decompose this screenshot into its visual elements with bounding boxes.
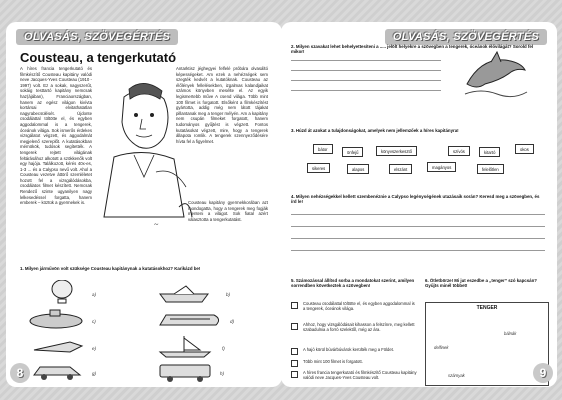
- order-checkbox[interactable]: [291, 371, 298, 378]
- trait-chip[interactable]: könyvszerkesztő: [376, 146, 417, 156]
- trait-chip[interactable]: sikeres: [307, 163, 330, 173]
- sailing-ship-icon[interactable]: [154, 334, 218, 358]
- left-section-banner: OLVASÁS, SZÖVEGÉRTÉS: [16, 29, 178, 45]
- answer-line[interactable]: [291, 80, 441, 81]
- brainstorm-word: bálnák: [504, 331, 517, 336]
- brainstorm-word: szárnyak: [448, 373, 465, 378]
- question-2: 2. Milyen szavakat lehet behelyettesíteni a ..... jelölt helyekre a szövegben a tengerek, óceánok élővilágát? Sorold fel mikor!: [291, 44, 534, 55]
- article-title: Cousteau, a tengerkutató: [20, 50, 177, 65]
- brainstorm-box[interactable]: [425, 302, 549, 386]
- vehicle-letter: c): [92, 319, 96, 324]
- answer-line[interactable]: [291, 226, 545, 227]
- trait-chip[interactable]: elszánt: [389, 164, 412, 174]
- vehicle-letter: g): [92, 371, 97, 376]
- question-1: 1. Milyen járművön volt szüksége Cousteau kapitánynak a kutatásokhoz? Karikázd be!: [20, 266, 201, 271]
- statement: A híres francia tengerkutató és filmkészítő Cousteau kapitány valódi neve Jacques-Yves Cousteau volt.: [303, 370, 417, 381]
- trait-chip[interactable]: szívós: [448, 146, 470, 156]
- vehicle-letter: a): [92, 292, 97, 297]
- answer-line[interactable]: [291, 250, 545, 251]
- answer-line[interactable]: [291, 214, 545, 215]
- trait-chip[interactable]: kitartó: [479, 147, 500, 157]
- dolphin-icon: [461, 50, 531, 100]
- question-3: 3. Húzd át azokat a tulajdonságokat, amelyek nem jellemzőek a híres kapitányra!: [291, 128, 459, 133]
- page-number-left: 8: [10, 363, 30, 383]
- vehicle-letter: e): [92, 346, 97, 351]
- train-icon[interactable]: [156, 307, 226, 331]
- brainstorm-title: TENGER: [476, 305, 498, 311]
- trait-chip[interactable]: alapos: [347, 164, 369, 174]
- cousteau-portrait-illustration: [94, 77, 194, 237]
- submarine-icon[interactable]: [26, 307, 88, 331]
- hot-air-balloon-icon[interactable]: [36, 280, 88, 304]
- question-4: 4. Milyen nehézségekkel kellett szembenéznie a Calypso legénységének utazásaik során? Keresd meg a szövegben, és írd le!: [291, 194, 540, 205]
- trait-chip[interactable]: okos: [515, 144, 534, 154]
- answer-line[interactable]: [291, 238, 545, 239]
- order-checkbox[interactable]: [291, 360, 298, 367]
- trait-chip[interactable]: önfejű: [342, 147, 363, 157]
- statement: Több mint 100 filmet is forgatott.: [303, 359, 363, 364]
- statement: A hajó körül búvárbúvárok kerülték meg a Földet.: [303, 347, 395, 352]
- answer-line[interactable]: [291, 60, 441, 61]
- vehicle-letter: h): [220, 371, 225, 376]
- answer-line[interactable]: [291, 90, 441, 91]
- article-column-3: Cousteau kapitány gyermekkorában azt mondogatta, hogy a tengerek meg fogják menteni a világot. Sok fiatal azért választotta a tengerkutatást.: [188, 200, 268, 222]
- right-page: [281, 22, 557, 387]
- svg-text:~: ~: [154, 220, 159, 229]
- statement: Ahhoz, hogy vizsgálódásait kihasson a felszínre, meg kellett szabadulnia a forró szelektől, még az ára.: [303, 322, 415, 333]
- answer-line[interactable]: [291, 70, 441, 71]
- car-icon[interactable]: [30, 361, 86, 381]
- left-page: [6, 22, 282, 387]
- spaceship-icon[interactable]: [30, 334, 86, 358]
- vehicle-letter: d): [230, 319, 235, 324]
- right-section-banner: OLVASÁS, SZÖVEGÉRTÉS: [385, 29, 547, 45]
- question-5: 5. Számozással állítsd sorba a mondatokat szerint, amilyen sorrendben következtek a szövegben!: [291, 278, 415, 289]
- question-6: 6. Ötletbörze! Mi jut eszedbe a „tenger” szó kapcsán? Gyűjts minél többet!: [425, 278, 537, 289]
- article-column-1: A híres francia tengerkutató és filmkészítő Cousteau kapitány valódi neve Jacques-Yves Cousteau (1910 - 1997) volt. Ez a sokak, nagyszerűt, sokáig testtartó kapitány nemcsak haz(ájában), Franciaországban, hanem az egész világon kivívta kortársai elvitathatatlan nagyrabecsülését. Újdonte csodálattal töltötte el, és egyben aggodalommal is a tengerek, óceánok világa. Sok ismerős érdekes vizsgálatot végzett, és aggodalmát megjelenő szereplőt. A kutatásokban mérnökök, tudósok segítették. A tengerek rejtett világának feltárásához alkotott a szökkenők volt egy hajója. Találkozott, kérés 40x-es, 1-3 ... és a Calypso nevű volt. Ahol a Cousteau vezetve áttörő szemléletet hozott fel a vizsgálódásokba, csodálatos filmet készített. Nemcsak Rendező szinte ugyanilyen nagy lelkesedéssel forgatta, hanem emberek – köztük a gyermekek is.: [20, 66, 92, 206]
- order-checkbox[interactable]: [291, 323, 298, 330]
- trait-chip[interactable]: felelőtlen: [477, 164, 504, 174]
- vehicle-letter: b): [226, 292, 231, 297]
- vehicle-letter: f): [222, 346, 225, 351]
- trait-chip[interactable]: bátor: [313, 144, 333, 154]
- article-column-2: Antarktisz jéghegyei felfelé próbára olvasáltó képességeket. Am ezek a nehézségek sem szegték kedvét a kutatóknak. Cousteau az élőlények fellelésekben, izgalmas kalandjaikat számos könyvben mesélte el. Az egyik legismertebb műve A csend világa. Több mint 100 filmet is forgatott. Elsőként a filmkészítést gyártotta, addig még nem látott tájakat pillantanak meg a tenger mélyén. Am a kapitány nem csupán filmeket forgatott, hanem tudományos gyűjtést is végzett. Fontos kutatásokat végzett, mire, hogy a tengerek állapota romlik. A tengerek szennyeződésére hívta fel a figyelmet.: [176, 66, 268, 144]
- speedboat-icon[interactable]: [156, 280, 216, 304]
- trait-chip[interactable]: magányos: [427, 162, 456, 172]
- order-checkbox[interactable]: [291, 302, 298, 309]
- bus-icon[interactable]: [156, 361, 216, 383]
- brainstorm-word: delfinek: [434, 345, 449, 350]
- page-number-right: 9: [533, 363, 553, 383]
- order-checkbox[interactable]: [291, 348, 298, 355]
- statement: Cousteau csodálattal töltötte el, és egyben aggodalommal is a tengerek, óceánok világa.: [303, 301, 415, 312]
